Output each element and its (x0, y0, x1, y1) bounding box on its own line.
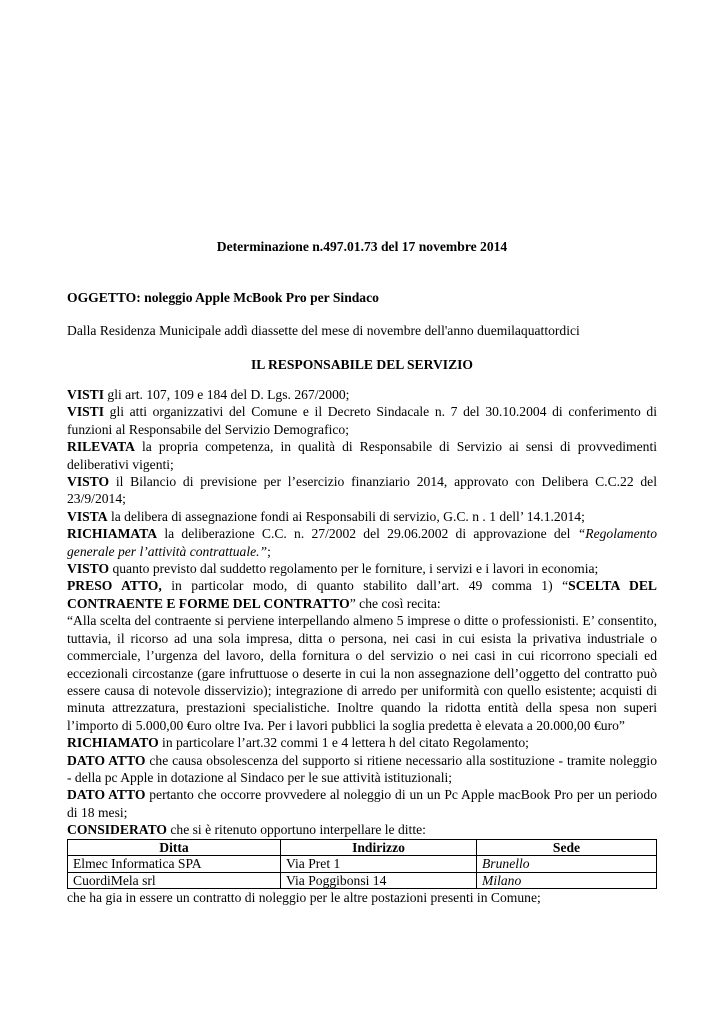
companies-table (67, 839, 657, 890)
paragraph (67, 438, 657, 473)
paragraph-text: che si è ritenuto opportuno interpellare le ditte: (166, 822, 426, 838)
paragraph-text: che causa obsolescenza del supporto si ritiene necessario alla sostituzione - tramite noleggio - della pc Apple in dotazione al Sindaco per le sue attività istituzionali; (67, 752, 657, 785)
cell-sede: Milano (477, 872, 657, 889)
paragraph-lead: RICHIAMATA (67, 526, 158, 542)
paragraph (67, 734, 657, 751)
paragraph (67, 508, 657, 525)
paragraph-lead: VISTA (67, 508, 108, 524)
cell-indirizzo: Via Pret 1 (281, 856, 477, 873)
paragraph-text: il Bilancio di previsione per l’esercizio finanziario 2014, approvato con Delibera C.C.22 del 23/9/2014; (67, 474, 657, 507)
paragraph (67, 752, 657, 787)
paragraph-text: pertanto che occorre provvedere al noleggio di un un Pc Apple macBook Pro per un periodo di 18 mesi; (67, 787, 658, 820)
paragraph-lead: VISTO (67, 474, 110, 490)
column-header-indirizzo: Indirizzo (281, 839, 477, 856)
regulation-title: “Regolamento generale per l’attività contrattuale.” (67, 526, 657, 559)
paragraph-lead: DATO ATTO (67, 752, 146, 768)
paragraph (67, 577, 657, 612)
paragraph-text: in particolar modo, di quanto stabilito dall’art. 49 comma 1) “ (161, 578, 569, 594)
article-title: SCELTA DEL CONTRAENTE E FORME DEL CONTRATTO (67, 578, 657, 611)
paragraph-text: in particolare l’art.32 commi 1 e 4 lettera h del citato Regolamento; (158, 735, 529, 751)
cell-indirizzo: Via Poggibonsi 14 (281, 872, 477, 889)
paragraph (67, 386, 657, 403)
paragraph-lead: VISTI (67, 404, 105, 420)
paragraph-lead: VISTO (67, 561, 110, 577)
document-body (67, 386, 657, 906)
paragraph-lead: RICHIAMATO (67, 735, 159, 751)
paragraph-lead: DATO ATTO (67, 787, 146, 803)
paragraph-lead: VISTI (67, 387, 105, 402)
paragraph-lead: PRESO ATTO, (67, 578, 162, 594)
table-row (68, 856, 657, 873)
document-title: Determinazione n.497.01.73 del 17 novembre 2014 (216, 239, 508, 254)
table-row (68, 872, 657, 889)
paragraph (67, 560, 657, 577)
paragraph-lead: RILEVATA (67, 439, 135, 455)
paragraph-text: la deliberazione C.C. n. 27/2002 del 29.06.2002 di approvazione del (157, 526, 578, 542)
paragraph (67, 786, 657, 821)
paragraph (67, 403, 657, 438)
paragraph (67, 821, 657, 838)
closing-line: che ha gia in essere un contratto di noleggio per le altre postazioni presenti in Comune; (67, 890, 541, 906)
paragraph-text: gli art. 107, 109 e 184 del D. Lgs. 267/2000; (104, 387, 350, 402)
table-header-row (68, 839, 657, 856)
paragraph-text: la delibera di assegnazione fondi ai Responsabili di servizio, G.C. n . 1 dell’ 14.1.2014; (107, 508, 585, 524)
section-title: IL RESPONSABILE DEL SERVIZIO (250, 357, 473, 372)
paragraph-text: la propria competenza, in qualità di Responsabile di Servizio ai sensi di provvedimenti deliberativi vigenti; (67, 439, 657, 472)
paragraph-text: “Alla scelta del contraente si perviene interpellando almeno 5 imprese o ditte o professionisti. E’ consentito, tuttavia, il ricorso ad una sola impresa, ditta o persona, nei casi in cui esista la privativa industriale o commerciale, l’urgenza del lavoro, della fornitura o del servizio o nei casi in cui ricorrono speciali ed eccezionali circostanze (gare infruttuose o deserte in cui la non assegnazione dell’oggetto del contratto può essere causa di notevole disservizio); integrazione di arredo per uniformità con quello esistente; acquisti di minuta attrezzatura, prestazioni specialistiche. Inoltre quando la ridotta entità della spesa non superi l’importo di 5.000,00 €uro oltre Iva. Per i lavori pubblici la soglia predetta è elevata a 20.000,00 €uro” (67, 613, 657, 733)
paragraph (67, 525, 657, 560)
column-header-sede: Sede (477, 839, 657, 856)
paragraph (67, 473, 657, 508)
document-subject: OGGETTO: noleggio Apple McBook Pro per Sindaco (67, 290, 379, 305)
paragraph-tail: ” che così recita: (349, 595, 441, 611)
column-header-ditta: Ditta (68, 839, 281, 856)
quoted-article (67, 612, 657, 734)
cell-sede: Brunello (477, 856, 657, 873)
paragraph-text: gli atti organizzativi del Comune e il Decreto Sindacale n. 7 del 30.10.2004 di conferimento di funzioni al Responsabile del Servizio Demografico; (67, 404, 657, 437)
cell-ditta: CuordiMela srl (68, 872, 281, 889)
place-date-line: Dalla Residenza Municipale addì diassette del mese di novembre dell'anno duemilaquattordici (67, 323, 580, 338)
paragraph-text: quanto previsto dal suddetto regolamento per le forniture, i servizi e i lavori in economia; (109, 561, 599, 577)
paragraph-lead: CONSIDERATO (67, 822, 167, 838)
cell-ditta: Elmec Informatica SPA (68, 856, 281, 873)
paragraph-tail: ; (267, 543, 271, 559)
